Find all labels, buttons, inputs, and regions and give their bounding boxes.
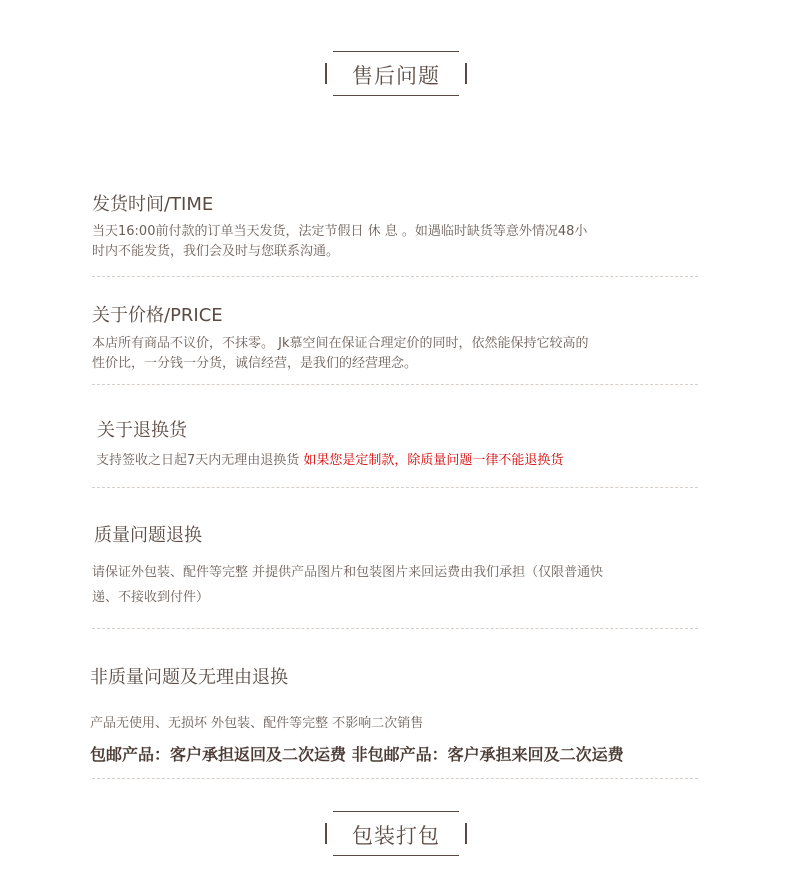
non-quality-title: 非质量问题及无理由退换 — [90, 667, 288, 688]
non-quality-conditions: 产品无使用、无损坏 外包装、配件等完整 不影响二次销售 — [90, 716, 424, 731]
returns-title: 关于退换货 — [97, 420, 187, 441]
shipping-line-1: 当天16:00前付款的订单当天发货，法定节假日 休 息 。如遇临时缺货等意外情况48小 — [92, 224, 588, 239]
banner-right-bar — [465, 823, 467, 844]
price-text — [92, 334, 652, 374]
banner-title: 包装打包 — [352, 824, 440, 848]
divider — [92, 276, 698, 277]
divider — [92, 384, 698, 385]
banner-bottom-rule — [333, 95, 459, 96]
quality-title: 质量问题退换 — [94, 525, 202, 546]
banner-bottom-rule — [333, 855, 459, 856]
banner-title: 售后问题 — [352, 64, 440, 88]
shipping-text — [92, 222, 652, 262]
divider — [92, 628, 698, 629]
section-banner-packaging — [325, 811, 467, 857]
returns-custom-warning: 如果您是定制款，除质量问题一律不能退换货 — [303, 453, 564, 468]
price-line-2: 性价比，一分钱一分货，诚信经营，是我们的经营理念。 — [92, 356, 418, 371]
banner-right-bar — [465, 63, 467, 84]
price-title: 关于价格/PRICE — [92, 305, 223, 326]
returns-policy-text: 支持签收之日起7天内无理由退换货 — [96, 453, 300, 468]
quality-line-2: 递、不接收到付件） — [92, 590, 210, 605]
banner-top-rule — [333, 811, 459, 812]
shipping-cost-policy: 包邮产品：客户承担返回及二次运费 非包邮产品：客户承担来回及二次运费 — [90, 745, 624, 764]
section-banner-after-sales — [325, 51, 467, 97]
quality-text — [92, 560, 692, 610]
returns-text — [96, 451, 696, 471]
divider — [92, 487, 698, 488]
shipping-title: 发货时间/TIME — [92, 194, 214, 215]
quality-line-1: 请保证外包装、配件等完整 并提供产品图片和包装图片来回运费由我们承担（仅限普通快 — [92, 565, 604, 580]
shipping-line-2: 时内不能发货，我们会及时与您联系沟通。 — [92, 244, 340, 259]
divider — [92, 778, 698, 779]
banner-top-rule — [333, 51, 459, 52]
price-line-1: 本店所有商品不议价，不抹零。 Jk慕空间在保证合理定价的同时，依然能保持它较高的 — [92, 336, 589, 351]
